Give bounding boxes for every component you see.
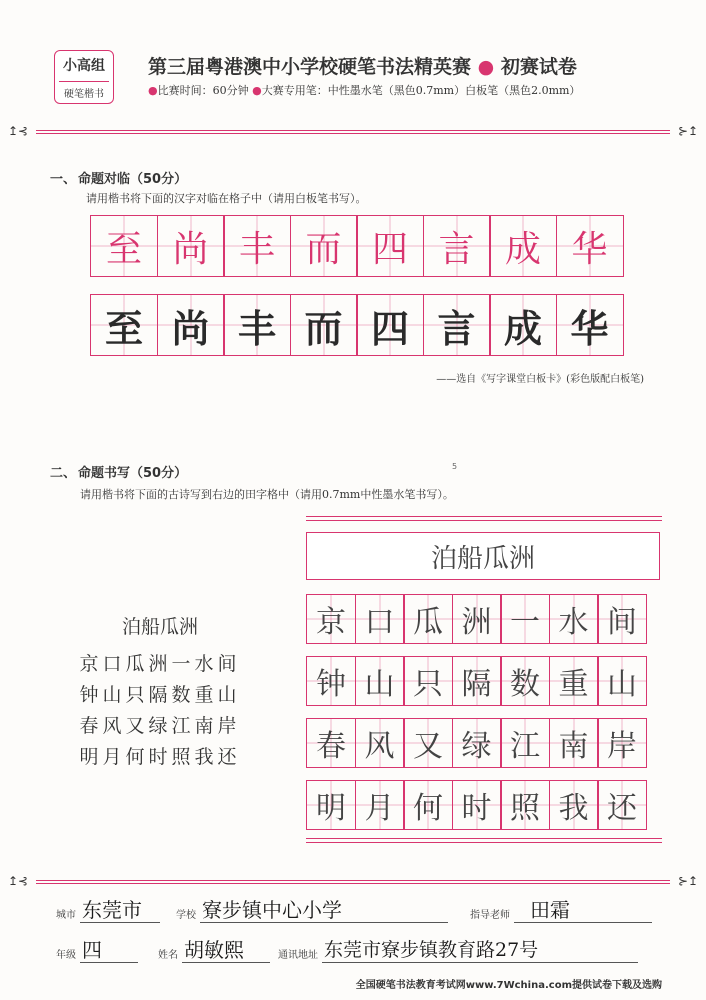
title-tail: 初赛试卷 bbox=[500, 56, 577, 78]
model-char-cell: 四 bbox=[356, 215, 424, 277]
answer-char-cell: 口 bbox=[355, 594, 405, 644]
poem-line: 钟山只隔数重山 bbox=[79, 684, 241, 706]
model-char-cell: 丰 bbox=[223, 215, 291, 277]
model-char-cell: 至 bbox=[90, 215, 158, 277]
answer-char-cell: 江 bbox=[500, 718, 550, 768]
answer-char-cell: 山 bbox=[355, 656, 405, 706]
answer-grid-row bbox=[306, 594, 647, 644]
city-value: 东莞市 bbox=[80, 898, 160, 923]
page-title bbox=[148, 52, 577, 79]
copy-char-cell: 成 bbox=[489, 294, 557, 356]
address-label: 通讯地址 bbox=[278, 950, 318, 961]
answer-char-cell: 还 bbox=[597, 780, 647, 830]
poem-line: 明月何时照我还 bbox=[79, 746, 241, 768]
poem-line: 春风又绿江南岸 bbox=[79, 715, 241, 737]
copy-char-cell: 至 bbox=[90, 294, 158, 356]
divider-ornament-icon: ↥⊰ bbox=[8, 124, 29, 138]
source-note: ——选自《写字课堂白板卡》(彩色版配白板笔) bbox=[436, 374, 644, 385]
answer-char-cell: 数 bbox=[500, 656, 550, 706]
section2-title: 命题书写（50分） bbox=[78, 466, 188, 481]
teacher-label: 指导老师 bbox=[470, 910, 510, 921]
answer-char-cell: 时 bbox=[452, 780, 502, 830]
name-field bbox=[158, 938, 270, 963]
grade-field bbox=[56, 938, 138, 963]
city-label: 城市 bbox=[56, 910, 76, 921]
section2-number: 二、 bbox=[50, 466, 77, 481]
answer-grid-row bbox=[306, 718, 647, 768]
answer-char-cell: 明 bbox=[306, 780, 356, 830]
copy-char-cell: 丰 bbox=[223, 294, 291, 356]
model-char-cell: 华 bbox=[556, 215, 624, 277]
answer-char-cell: 重 bbox=[549, 656, 599, 706]
model-char-cell: 成 bbox=[489, 215, 557, 277]
copy-char-cell: 四 bbox=[356, 294, 424, 356]
answer-char-cell: 风 bbox=[355, 718, 405, 768]
section1-instruction: 请用楷书将下面的汉字对临在格子中（请用白板笔书写）。 bbox=[86, 192, 367, 205]
city-field bbox=[56, 898, 160, 923]
answer-char-cell: 又 bbox=[403, 718, 453, 768]
model-char-cell: 尚 bbox=[157, 215, 225, 277]
copy-char-cell: 而 bbox=[290, 294, 358, 356]
group-label: 小高组 bbox=[63, 58, 105, 74]
school-label: 学校 bbox=[176, 910, 196, 921]
answer-char-cell: 京 bbox=[306, 594, 356, 644]
exam-info bbox=[148, 82, 580, 98]
copy-char-cell: 华 bbox=[556, 294, 624, 356]
teacher-value: 田霜 bbox=[514, 898, 652, 923]
poem-title: 泊船瓜洲 bbox=[121, 616, 198, 638]
page-mark: 5 bbox=[452, 462, 458, 471]
address-field bbox=[278, 938, 638, 963]
group-badge bbox=[54, 50, 114, 104]
poem-source bbox=[60, 612, 260, 773]
answer-char-cell: 瓜 bbox=[403, 594, 453, 644]
divider-ornament-icon: ⊱↥ bbox=[677, 874, 698, 888]
answer-char-cell: 照 bbox=[500, 780, 550, 830]
section1-heading bbox=[50, 168, 187, 187]
written-poem-title: 泊船瓜洲 bbox=[306, 532, 660, 580]
answer-grid-row bbox=[306, 780, 647, 830]
group-sub-label: 硬笔楷书 bbox=[59, 81, 109, 100]
section1-title: 命题对临（50分） bbox=[78, 172, 188, 187]
divider-bottom bbox=[8, 874, 698, 888]
model-char-cell: 言 bbox=[423, 215, 491, 277]
section2-heading bbox=[50, 462, 187, 481]
title-main: 第三届粤港澳中小学校硬笔书法精英赛 bbox=[148, 56, 472, 78]
grade-value: 四 bbox=[80, 938, 138, 963]
answer-char-cell: 钟 bbox=[306, 656, 356, 706]
model-char-cell: 而 bbox=[290, 215, 358, 277]
answer-char-cell: 我 bbox=[549, 780, 599, 830]
teacher-field bbox=[470, 898, 652, 923]
exam-pens: 大赛专用笔：中性墨水笔（黑色0.7mm）白板笔（黑色2.0mm） bbox=[261, 84, 581, 97]
answer-char-cell: 洲 bbox=[452, 594, 502, 644]
copy-char-cell: 尚 bbox=[157, 294, 225, 356]
answer-char-cell: 南 bbox=[549, 718, 599, 768]
answer-char-cell: 隔 bbox=[452, 656, 502, 706]
title-separator: ● bbox=[477, 56, 495, 78]
name-value: 胡敏熙 bbox=[182, 938, 270, 963]
divider-ornament-icon: ⊱↥ bbox=[677, 124, 698, 138]
poem-line: 京口瓜洲一水间 bbox=[79, 653, 241, 675]
answer-char-cell: 绿 bbox=[452, 718, 502, 768]
answer-char-cell: 何 bbox=[403, 780, 453, 830]
bullet-icon: ● bbox=[252, 84, 262, 97]
answer-char-cell: 月 bbox=[355, 780, 405, 830]
answer-grid-row bbox=[306, 656, 647, 706]
address-value: 东莞市寮步镇教育路27号 bbox=[322, 938, 638, 963]
divider-top bbox=[8, 124, 698, 138]
answer-char-cell: 间 bbox=[597, 594, 647, 644]
exam-time: 比赛时间：60分钟 bbox=[157, 84, 249, 97]
answer-char-cell: 春 bbox=[306, 718, 356, 768]
answer-char-cell: 一 bbox=[500, 594, 550, 644]
section2-instruction: 请用楷书将下面的古诗写到右边的田字格中（请用0.7mm中性墨水笔书写）。 bbox=[80, 488, 454, 501]
grade-label: 年级 bbox=[56, 950, 76, 961]
answer-char-cell: 岸 bbox=[597, 718, 647, 768]
model-grid bbox=[90, 215, 624, 277]
section1-number: 一、 bbox=[50, 172, 77, 187]
site-footer-text: 全国硬笔书法教育考试网www.7Wchina.com提供试卷下载及选购 bbox=[355, 980, 662, 991]
answer-char-cell: 水 bbox=[549, 594, 599, 644]
copy-grid bbox=[90, 294, 624, 356]
answer-char-cell: 只 bbox=[403, 656, 453, 706]
bullet-icon: ● bbox=[148, 84, 158, 97]
answer-char-cell: 山 bbox=[597, 656, 647, 706]
name-label: 姓名 bbox=[158, 950, 178, 961]
school-value: 寮步镇中心小学 bbox=[200, 898, 448, 923]
divider-ornament-icon: ↥⊰ bbox=[8, 874, 29, 888]
school-field bbox=[176, 898, 448, 923]
copy-char-cell: 言 bbox=[423, 294, 491, 356]
